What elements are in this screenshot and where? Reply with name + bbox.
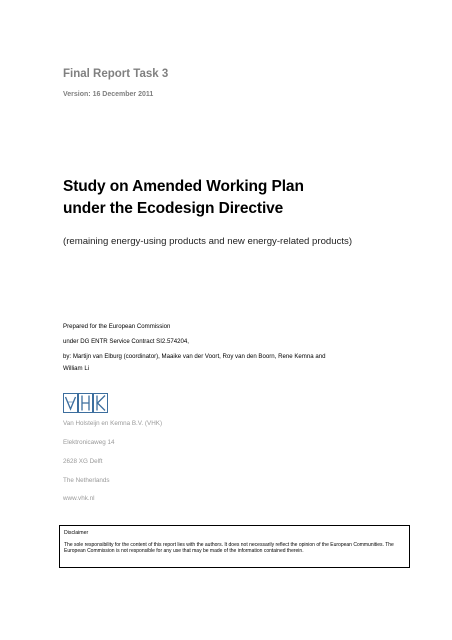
service-contract: under DG ENTR Service Contract SI2.574204,	[63, 338, 189, 345]
authors-line1: by: Martijn van Elburg (coordinator), Maaike van der Voort, Roy van den Boorn, Rene Kemna and	[63, 353, 326, 360]
authors-line2: William Li	[63, 365, 90, 372]
prepared-for: Prepared for the European Commission	[63, 323, 171, 330]
website-link[interactable]: www.vhk.nl	[63, 495, 95, 502]
postcode-city: 2628 XG Delft	[63, 458, 103, 465]
document-title-line2: under the Ecodesign Directive	[63, 200, 284, 217]
document-title-line1: Study on Amended Working Plan	[63, 178, 304, 195]
disclaimer-text: The sole responsibility for the content of this report lies with the authors. It does not necessarily reflect the opinion of the European Communities. The European Commission is not responsible for any use that may be made of the information contained therein.	[64, 542, 394, 555]
company-name: Van Holsteijn en Kemna B.V. (VHK)	[63, 420, 163, 427]
document-subtitle: (remaining energy-using products and new energy-related products)	[63, 236, 353, 247]
vhk-logo	[63, 393, 109, 418]
disclaimer-heading: Disclaimer	[64, 530, 89, 536]
country: The Netherlands	[63, 477, 110, 484]
disclaimer-box	[59, 525, 410, 568]
street-address: Elektronicaweg 14	[63, 439, 115, 446]
version-date: Version: 16 December 2011	[63, 91, 154, 98]
report-label: Final Report Task 3	[63, 68, 169, 80]
